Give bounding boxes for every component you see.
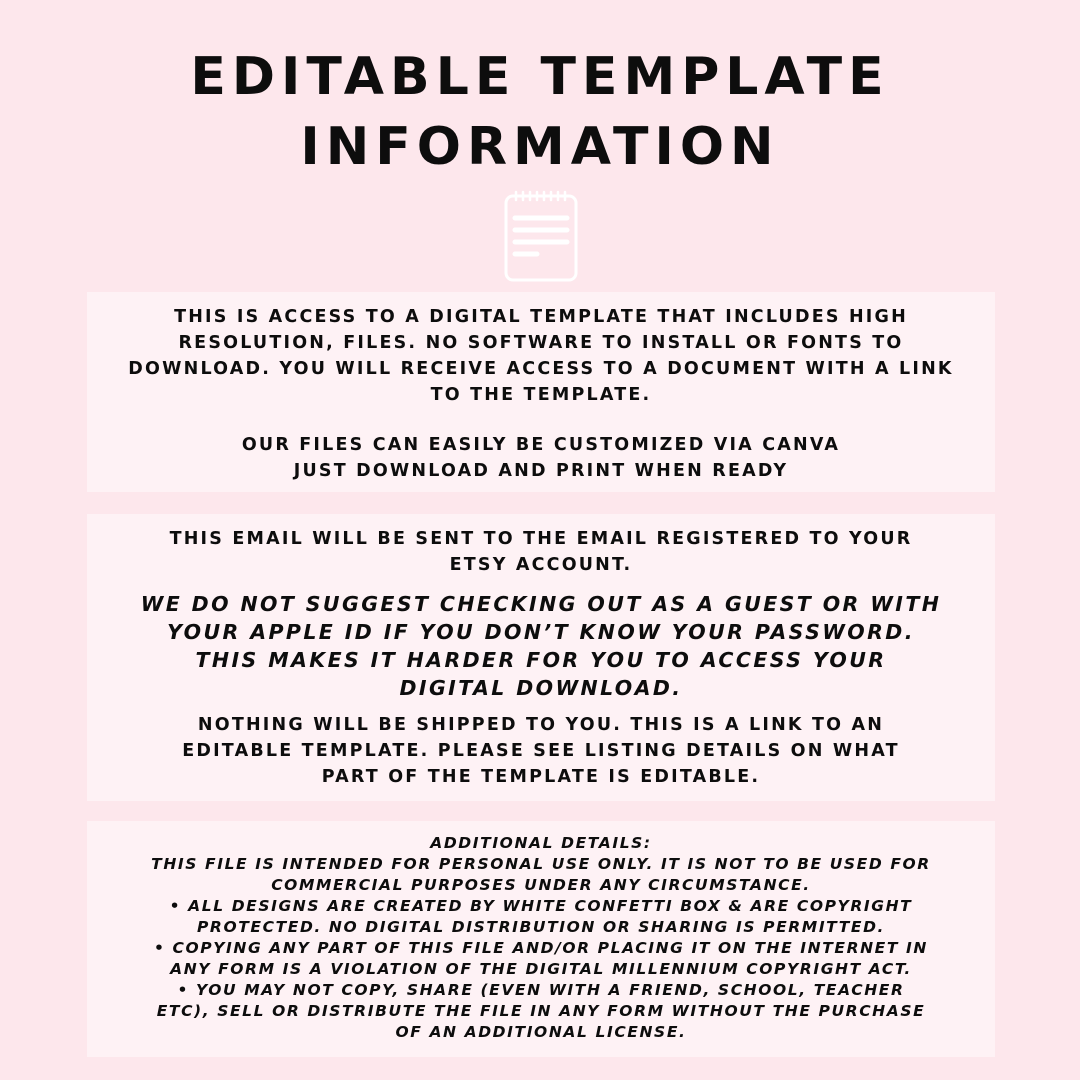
guest-checkout-warning: [87, 590, 995, 702]
page-title: [0, 42, 1080, 182]
text-line: DIGITAL DOWNLOAD.: [399, 676, 683, 700]
canva-note: [87, 432, 995, 484]
text-line: PROTECTED. NO DIGITAL DISTRIBUTION OR SHARING IS PERMITTED.: [196, 918, 886, 936]
text-line: THIS FILE IS INTENDED FOR PERSONAL USE ONLY. IT IS NOT TO BE USED FOR: [151, 855, 931, 873]
template-access-panel: [87, 292, 995, 492]
text-line: • COPYING ANY PART OF THIS FILE AND/OR PLACING IT ON THE INTERNET IN: [154, 939, 928, 957]
additional-details-panel: [87, 821, 995, 1057]
email-delivery-panel: [87, 514, 995, 801]
email-note: [87, 526, 995, 578]
shipping-note: [87, 712, 995, 790]
text-line: ETC), SELL OR DISTRIBUTE THE FILE IN ANY FORM WITHOUT THE PURCHASE: [156, 1002, 926, 1020]
text-line: COMMERCIAL PURPOSES UNDER ANY CIRCUMSTANCE.: [271, 876, 811, 894]
spacer: [87, 408, 995, 432]
text-line: TO THE TEMPLATE.: [430, 385, 652, 405]
text-line: THIS IS ACCESS TO A DIGITAL TEMPLATE THAT INCLUDES HIGH: [174, 307, 908, 327]
text-line: • YOU MAY NOT COPY, SHARE (EVEN WITH A FRIEND, SCHOOL, TEACHER: [177, 981, 905, 999]
text-line: OUR FILES CAN EASILY BE CUSTOMIZED VIA CANVA: [241, 435, 841, 455]
text-line: YOUR APPLE ID IF YOU DON’T KNOW YOUR PASSWORD.: [167, 620, 915, 644]
text-line: OF AN ADDITIONAL LICENSE.: [395, 1023, 687, 1041]
additional-details-heading: ADDITIONAL DETAILS:: [430, 834, 652, 852]
page-title-line-1: EDITABLE TEMPLATE: [190, 47, 890, 107]
page-title-line-2: INFORMATION: [300, 117, 780, 177]
text-line: THIS MAKES IT HARDER FOR YOU TO ACCESS YOUR: [195, 648, 887, 672]
notepad-icon: [504, 190, 578, 282]
text-line: WE DO NOT SUGGEST CHECKING OUT AS A GUEST OR WITH: [140, 592, 942, 616]
text-line: NOTHING WILL BE SHIPPED TO YOU. THIS IS A LINK TO AN: [197, 715, 885, 735]
text-line: • ALL DESIGNS ARE CREATED BY WHITE CONFETTI BOX & ARE COPYRIGHT: [169, 897, 913, 915]
text-line: ETSY ACCOUNT.: [449, 555, 633, 575]
text-line: RESOLUTION, FILES. NO SOFTWARE TO INSTALL OR FONTS TO: [178, 333, 904, 353]
additional-details-text: [87, 833, 995, 1043]
text-line: DOWNLOAD. YOU WILL RECEIVE ACCESS TO A DOCUMENT WITH A LINK: [128, 359, 954, 379]
text-line: THIS EMAIL WILL BE SENT TO THE EMAIL REGISTERED TO YOUR: [169, 529, 913, 549]
text-line: EDITABLE TEMPLATE. PLEASE SEE LISTING DETAILS ON WHAT: [182, 741, 900, 761]
text-line: PART OF THE TEMPLATE IS EDITABLE.: [321, 767, 761, 787]
access-description: [87, 304, 995, 408]
text-line: ANY FORM IS A VIOLATION OF THE DIGITAL MILLENNIUM COPYRIGHT ACT.: [170, 960, 912, 978]
text-line: JUST DOWNLOAD AND PRINT WHEN READY: [293, 461, 789, 481]
